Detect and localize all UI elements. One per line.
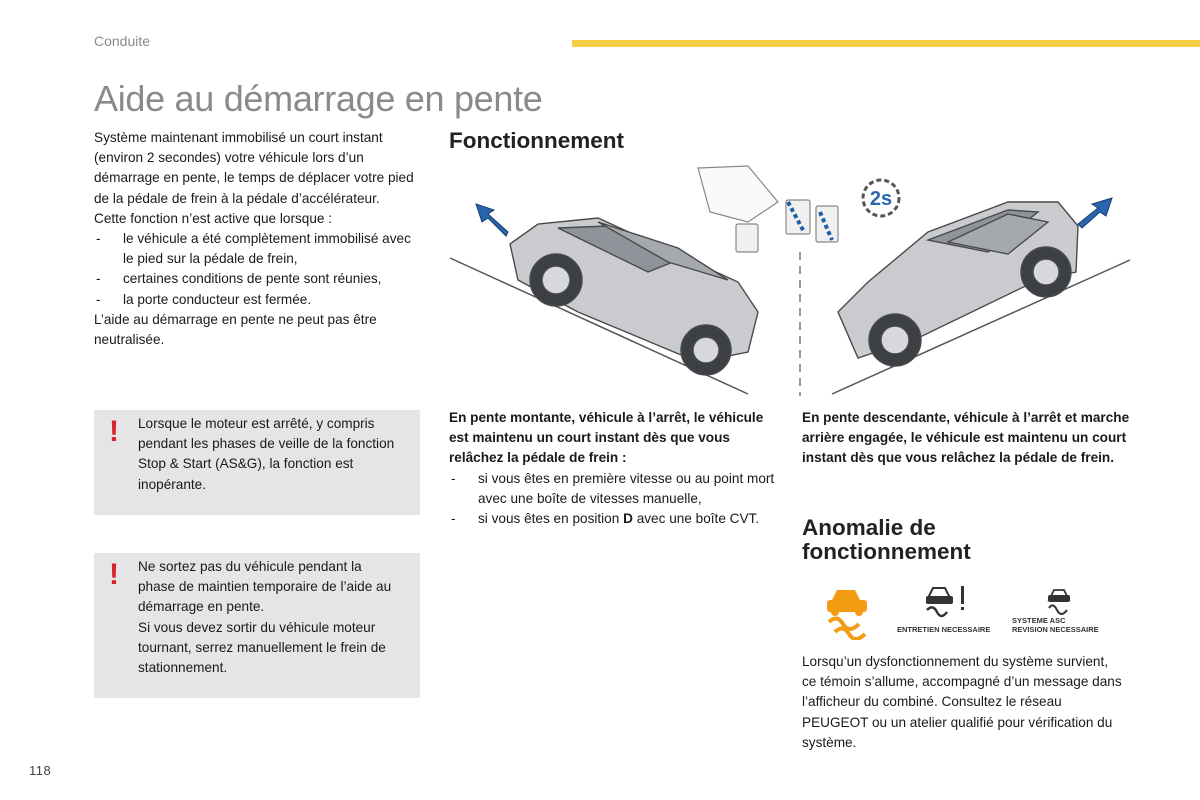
exclamation-icon: !: [109, 558, 119, 591]
intro-paragraph: Système maintenant immobilisé un court instant (environ 2 secondes) votre véhicule lors d’un démarrage en pente, le temps de déplacer votre pied de la pédale de frein à la pédale d’accélérateur.: [94, 130, 414, 206]
uphill-intro: En pente montante, véhicule à l’arrêt, le véhicule est maintenu un court instant dès que vous relâchez la pédale de frein :: [449, 410, 764, 466]
downhill-text: En pente descendante, véhicule à l’arrêt et marche arrière engagée, le véhicule est maintenu un court instant dès que vous relâchez la pédale de frein.: [802, 410, 1130, 466]
list-item: - certaines conditions de pente sont réunies,: [94, 269, 424, 289]
section-heading-fonctionnement: Fonctionnement: [449, 128, 624, 153]
anomalie-text: Lorsqu’un dysfonctionnement du système survient, ce témoin s’allume, accompagné d’un message dans l’afficheur du combiné. Consultez le réseau PEUGEOT ou un atelier qualifié pour vérification du système.: [802, 654, 1122, 750]
page-title: Aide au démarrage en pente: [94, 78, 543, 119]
section-heading-anomalie: [802, 516, 971, 564]
arrow-up-right-icon: [1078, 198, 1112, 228]
list-item: - le véhicule a été complètement immobilisé avec le pied sur la pédale de frein,: [94, 229, 424, 269]
heading-line: Anomalie de: [802, 515, 936, 540]
heading-line: fonctionnement: [802, 539, 971, 564]
pedals-icon: [698, 166, 838, 252]
warning-box-stop-start: [94, 410, 420, 515]
anomalie-description: [802, 652, 1122, 753]
page-number: 118: [29, 763, 52, 778]
list-item: [449, 509, 779, 529]
asc-icon: [1012, 590, 1099, 634]
list-item-text: si vous êtes en position: [478, 511, 624, 527]
entretien-icon: [897, 586, 990, 634]
exclamation-icon: !: [109, 415, 119, 448]
car-downhill-icon: [838, 202, 1078, 366]
intro-conditions-lead: Cette fonction n’est active que lorsque :: [94, 210, 333, 226]
list-item: - la porte conducteur est fermée.: [94, 290, 424, 310]
section-label: Conduite: [94, 33, 151, 49]
car-uphill-icon: [510, 218, 758, 375]
warning-paragraph: Si vous devez sortir du véhicule moteur tournant, serrez manuellement le frein de stationnement.: [138, 619, 386, 676]
uphill-conditions-list: [449, 469, 779, 530]
arrow-up-left-icon: [476, 204, 508, 236]
gear-position-d: D: [623, 511, 633, 527]
asc-label-line2: REVISION NECESSAIRE: [1012, 625, 1099, 634]
warning-paragraph: Ne sortez pas du véhicule pendant la phase de maintien temporaire de l’aide au démarrage en pente.: [138, 559, 392, 615]
uphill-description: [449, 408, 779, 529]
warning-text: Lorsque le moteur est arrêté, y compris pendant les phases de veille de la fonction Stop & Start (AS&G), la fonction est inopérante.: [138, 416, 395, 492]
asc-label-line1: SYSTEME ASC: [1012, 616, 1066, 625]
warning-lights-row: [825, 584, 1115, 640]
list-item: - si vous êtes en première vitesse ou au point mort avec une boîte de vitesses manuelle,: [449, 469, 779, 509]
skid-warning-icon: [827, 590, 867, 639]
timer-label: 2s: [869, 188, 893, 210]
list-item-text: avec une boîte CVT.: [632, 511, 760, 527]
warning-text: [138, 557, 400, 678]
entretien-label: ENTRETIEN NECESSAIRE: [897, 625, 991, 634]
hill-start-illustration: [448, 162, 1132, 398]
downhill-description: [802, 408, 1132, 469]
conditions-list: [94, 229, 424, 310]
header-accent-bar: [572, 40, 1200, 47]
intro-text: [94, 128, 424, 350]
intro-note: L’aide au démarrage en pente ne peut pas être neutralisée.: [94, 311, 377, 348]
warning-box-exit-vehicle: [94, 553, 420, 698]
